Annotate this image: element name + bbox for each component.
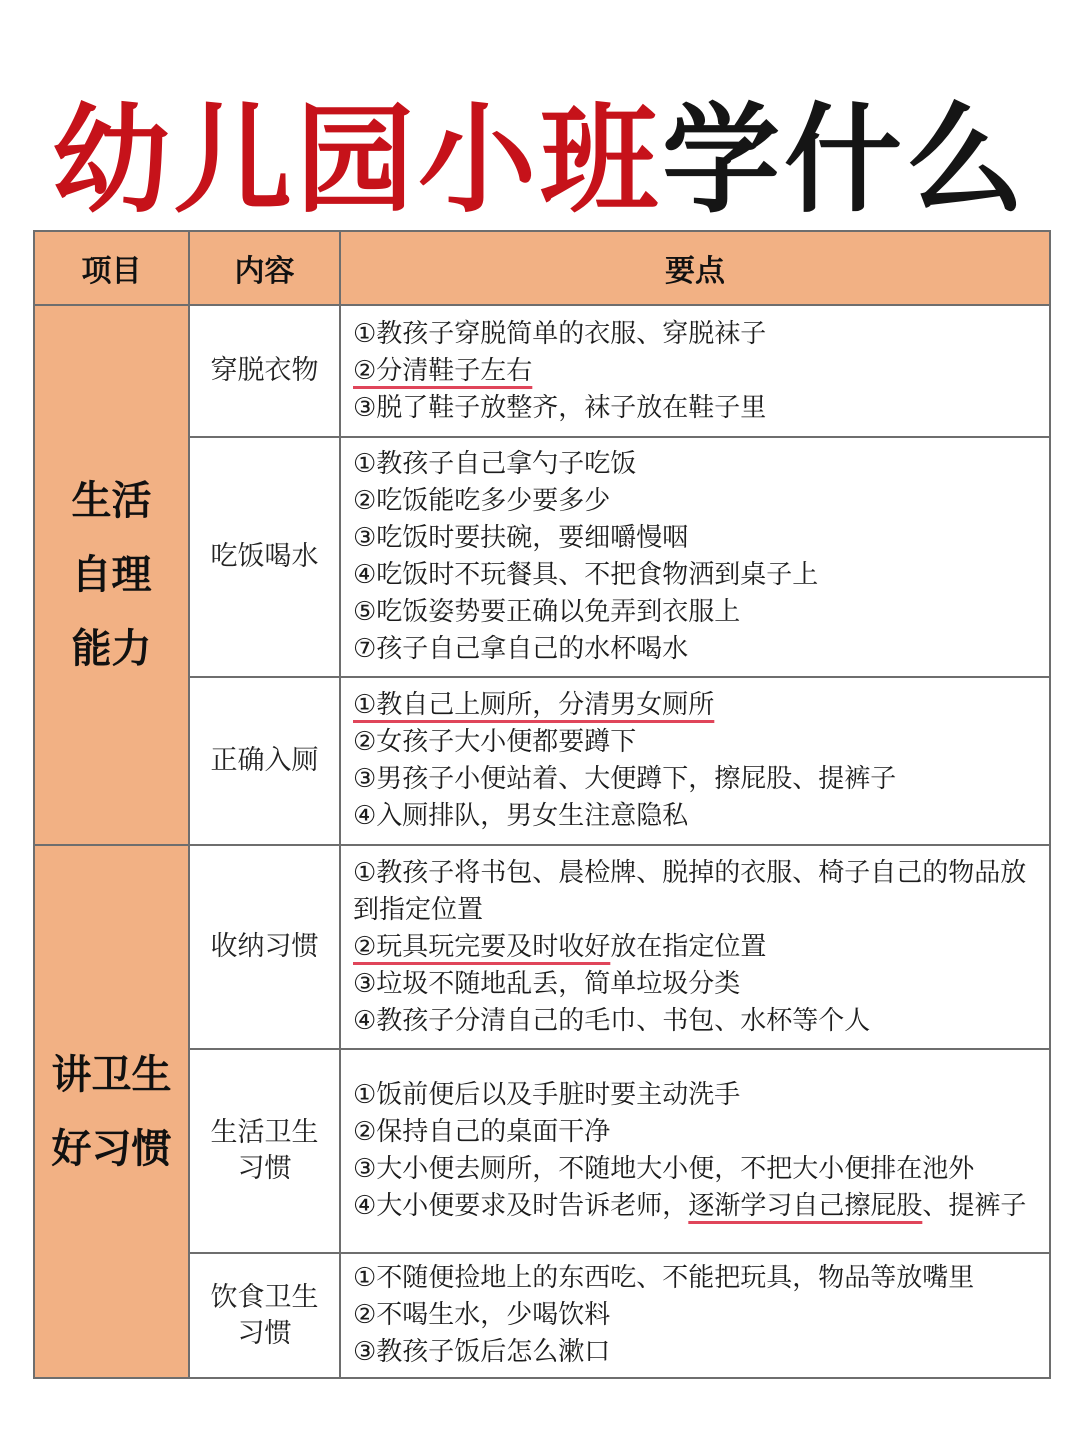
category-label: 好习惯	[51, 1125, 172, 1172]
subcategory-label: 吃饭喝水	[210, 541, 319, 572]
point-item: ②玩具玩完要及时收好放在指定位置	[353, 931, 767, 962]
title-black: 学什么	[662, 91, 1029, 229]
subcategory-cell	[189, 437, 340, 677]
page-title	[0, 90, 1080, 230]
category-label: 自理	[71, 552, 152, 598]
subcategory-cell	[189, 1253, 340, 1378]
category-label: 讲卫生	[51, 1051, 172, 1098]
points-cell	[340, 677, 1050, 845]
point-item: ①教孩子将书包、晨检牌、脱掉的衣服、椅子自己的物品放到指定位置	[353, 857, 1027, 925]
category-cell	[34, 305, 189, 845]
subcategory-label: 收纳习惯	[210, 931, 319, 962]
point-item: ③垃圾不随地乱丢，简单垃圾分类	[353, 968, 741, 999]
highlighted-text: ①教自己上厕所，分清男女厕所	[353, 690, 715, 720]
point-item: ③教孩子饭后怎么漱口	[353, 1337, 611, 1367]
table-row	[34, 845, 1050, 1049]
title-red: 幼儿园小班	[51, 91, 662, 229]
points-cell	[340, 1049, 1050, 1253]
point-item: ④大小便要求及时告诉老师，逐渐学习自己擦屁股、提裤子	[353, 1191, 1027, 1221]
highlighted-text: ②玩具玩完要及时收好	[353, 931, 611, 962]
category-label: 能力	[71, 626, 152, 672]
point-item: ③男孩子小便站着、大便蹲下，擦屁股、提裤子	[353, 764, 897, 794]
subcategory-label: 生活卫生	[210, 1117, 319, 1148]
subcategory-cell	[189, 677, 340, 845]
point-item: ②吃饭能吃多少要多少	[353, 486, 611, 516]
highlighted-text: 逐渐学习自己擦屁股	[688, 1191, 923, 1221]
points-cell	[340, 845, 1050, 1049]
point-item: ②女孩子大小便都要蹲下	[353, 727, 637, 757]
category-cell	[34, 845, 189, 1378]
point-item: ⑦孩子自己拿自己的水杯喝水	[353, 634, 689, 664]
points-cell	[340, 1253, 1050, 1378]
subcategory-cell	[189, 305, 340, 437]
point-item: ②保持自己的桌面干净	[353, 1117, 611, 1147]
curriculum-table	[33, 230, 1051, 1379]
point-item: ③吃饭时要扶碗，要细嚼慢咽	[353, 523, 689, 553]
subcategory-label: 饮食卫生	[210, 1281, 319, 1313]
subcategory-label: 正确入厕	[210, 745, 319, 776]
table-row	[34, 305, 1050, 437]
point-item: ③脱了鞋子放整齐，袜子放在鞋子里	[353, 392, 767, 423]
header-points: 要点	[340, 231, 1050, 305]
point-item: ④吃饭时不玩餐具、不把食物洒到桌子上	[353, 560, 819, 590]
point-item: ①教孩子穿脱简单的衣服、穿脱袜子	[353, 318, 767, 349]
point-item: ④入厕排队，男女生注意隐私	[353, 801, 689, 831]
point-item	[353, 353, 1049, 390]
subcategory-label: 习惯	[237, 1317, 292, 1349]
point-item: ①饭前便后以及手脏时要主动洗手	[353, 1080, 741, 1110]
header-item: 项目	[34, 231, 189, 305]
point-item	[353, 687, 1049, 724]
points-cell	[340, 437, 1050, 677]
point-item: ④教孩子分清自己的毛巾、书包、水杯等个人	[353, 1005, 871, 1036]
subcategory-cell	[189, 1049, 340, 1253]
header-content: 内容	[189, 231, 340, 305]
point-item: ⑤吃饭姿势要正确以免弄到衣服上	[353, 597, 741, 627]
point-item: ②不喝生水，少喝饮料	[353, 1300, 611, 1330]
table-header-row	[34, 231, 1050, 305]
point-item: ①不随便捡地上的东西吃、不能把玩具，物品等放嘴里	[353, 1263, 975, 1293]
subcategory-cell	[189, 845, 340, 1049]
subcategory-label: 穿脱衣物	[210, 355, 319, 386]
point-item: ①教孩子自己拿勺子吃饭	[353, 449, 637, 479]
points-cell	[340, 305, 1050, 437]
point-item: ③大小便去厕所，不随地大小便，不把大小便排在池外	[353, 1154, 975, 1184]
category-label: 生活	[71, 478, 152, 524]
highlighted-text: ②分清鞋子左右	[353, 355, 533, 386]
subcategory-label: 习惯	[237, 1153, 292, 1184]
